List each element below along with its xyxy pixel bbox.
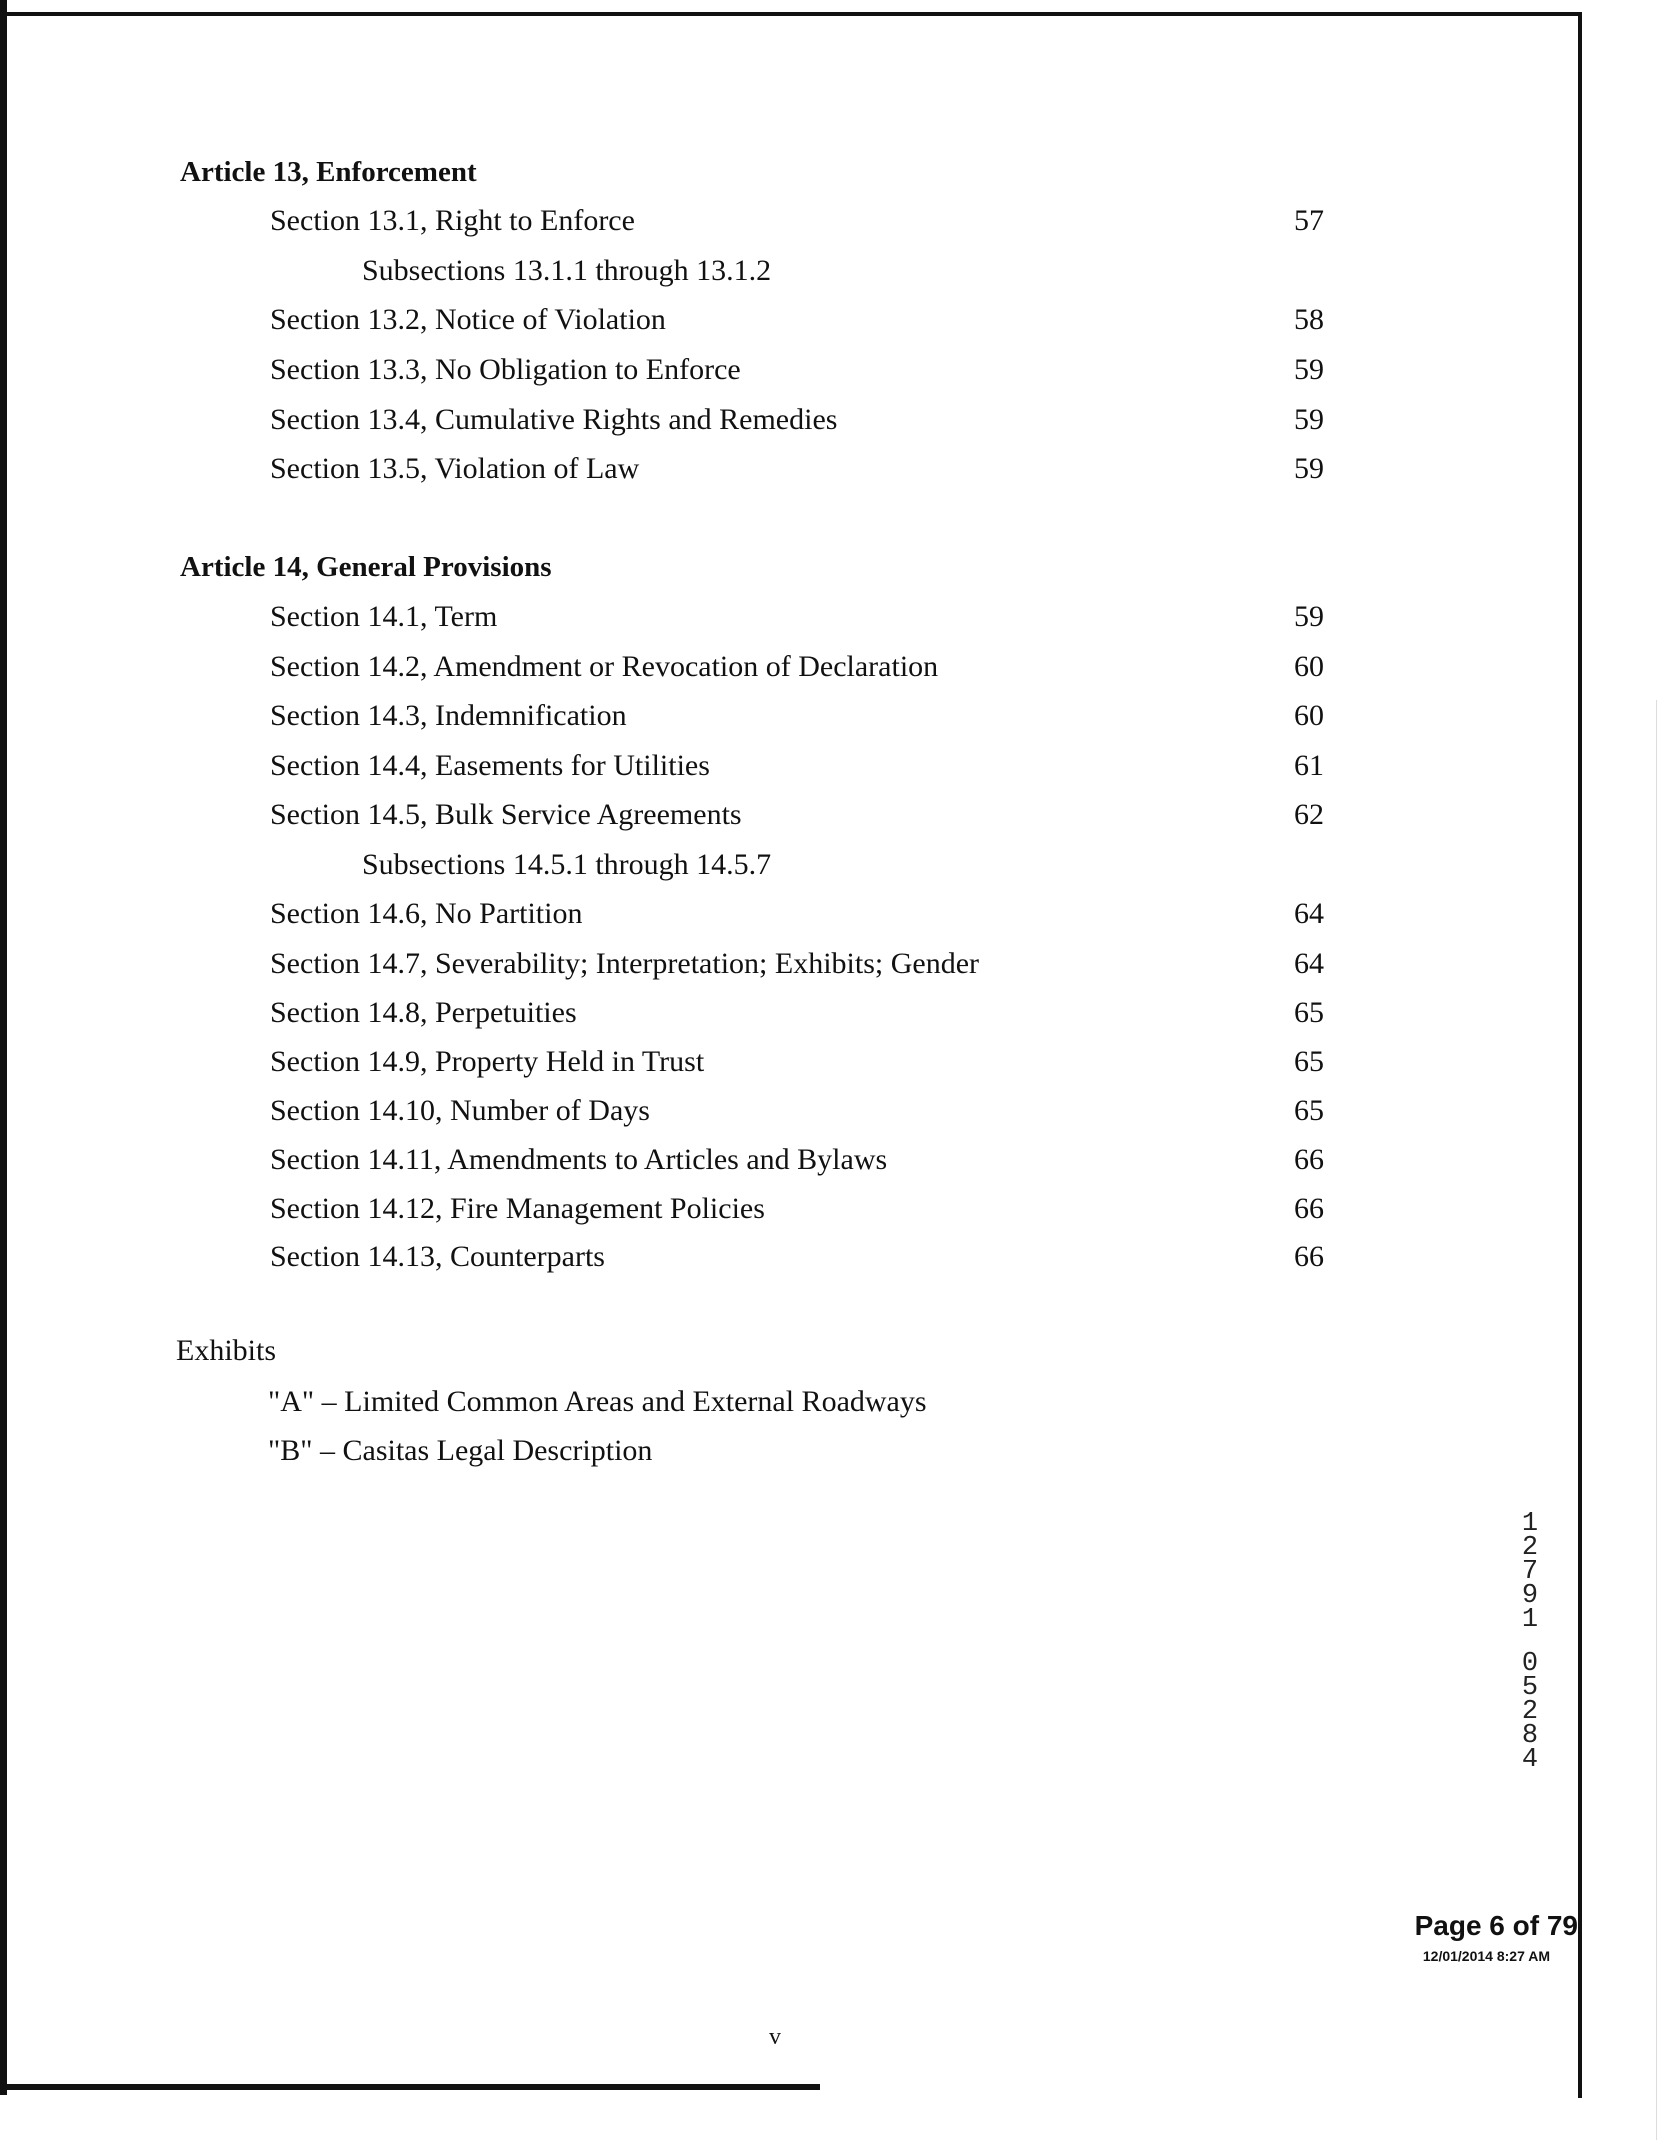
toc-page-number: 64 <box>1294 947 1324 980</box>
toc-entry-label: Section 14.7, Severability; Interpretation; Exhibits; Gender <box>270 947 979 980</box>
stamp-digit: 0 <box>1521 1649 1539 1679</box>
stamp-digit: 8 <box>1521 1721 1539 1751</box>
toc-page-number: 65 <box>1294 1045 1324 1078</box>
toc-entry-label: Section 14.10, Number of Days <box>270 1094 650 1127</box>
stamp-digit: 1 <box>1521 1605 1539 1635</box>
toc-row <box>0 996 1664 1036</box>
toc-entry-label: Subsections 14.5.1 through 14.5.7 <box>362 848 772 881</box>
exhibit-item: "A" – Limited Common Areas and External Roadways <box>268 1385 927 1418</box>
toc-entry-label: Section 14.11, Amendments to Articles and Bylaws <box>270 1143 888 1176</box>
page-edge-bottom <box>0 2084 820 2090</box>
toc-row <box>0 1094 1664 1134</box>
recording-number-stamp <box>1512 1509 1548 1775</box>
toc-row <box>0 848 1664 888</box>
toc-entry-label: Section 14.4, Easements for Utilities <box>270 749 710 782</box>
toc-entry-label: Subsections 13.1.1 through 13.1.2 <box>362 254 772 287</box>
toc-row <box>0 303 1664 343</box>
toc-entry-label: Section 14.1, Term <box>270 600 498 633</box>
stamp-digit: 2 <box>1521 1697 1539 1727</box>
toc-entry-label: Section 14.2, Amendment or Revocation of Declaration <box>270 650 939 683</box>
toc-row <box>0 254 1664 294</box>
stamp-digit: 1 <box>1521 1509 1539 1539</box>
toc-row <box>0 947 1664 987</box>
recording-datetime: 12/01/2014 8:27 AM <box>1422 1948 1550 1964</box>
toc-entry-label: Section 14.12, Fire Management Policies <box>270 1192 765 1225</box>
article-14-heading: Article 14, General Provisions <box>180 551 552 583</box>
stamp-digit: 9 <box>1521 1581 1539 1611</box>
toc-entry-label: Section 13.3, No Obligation to Enforce <box>270 353 741 386</box>
stamp-digit: 5 <box>1521 1673 1539 1703</box>
toc-page-number: 57 <box>1294 204 1324 237</box>
stamp-digit: 4 <box>1521 1745 1539 1775</box>
page-edge-top <box>0 12 1582 16</box>
toc-page-number: 59 <box>1294 403 1324 436</box>
toc-page-number: 65 <box>1294 996 1324 1029</box>
toc-page-number: 59 <box>1294 452 1324 485</box>
toc-entry-label: Section 14.5, Bulk Service Agreements <box>270 798 742 831</box>
toc-page-number: 62 <box>1294 798 1324 831</box>
toc-page-number: 59 <box>1294 353 1324 386</box>
toc-entry-label: Section 14.13, Counterparts <box>270 1240 605 1273</box>
toc-page-number: 64 <box>1294 897 1324 930</box>
toc-row <box>0 1240 1664 1280</box>
toc-page-number: 58 <box>1294 303 1324 336</box>
toc-entry-label: Section 13.1, Right to Enforce <box>270 204 635 237</box>
article-13-heading: Article 13, Enforcement <box>180 156 477 188</box>
exhibits-heading: Exhibits <box>176 1334 277 1367</box>
toc-entry-label: Section 13.2, Notice of Violation <box>270 303 666 336</box>
toc-row <box>0 749 1664 789</box>
toc-page-number: 66 <box>1294 1143 1324 1176</box>
toc-row <box>0 1045 1664 1085</box>
toc-page-number: 60 <box>1294 699 1324 732</box>
toc-entry-label: Section 14.3, Indemnification <box>270 699 627 732</box>
toc-entry-label: Section 13.4, Cumulative Rights and Remedies <box>270 403 838 436</box>
toc-row <box>0 353 1664 393</box>
toc-entry-label: Section 13.5, Violation of Law <box>270 452 640 485</box>
toc-row <box>0 204 1664 244</box>
page-numeral: v <box>769 2024 781 2050</box>
page-counter: Page 6 of 79 <box>1414 1910 1578 1941</box>
toc-page-number: 65 <box>1294 1094 1324 1127</box>
exhibit-item: "B" – Casitas Legal Description <box>268 1434 653 1467</box>
toc-row <box>0 1143 1664 1183</box>
toc-page-number: 66 <box>1294 1240 1324 1273</box>
toc-page-number: 61 <box>1294 749 1324 782</box>
toc-row <box>0 452 1664 492</box>
toc-row <box>0 600 1664 640</box>
toc-row <box>0 798 1664 838</box>
stamp-digit: 7 <box>1521 1557 1539 1587</box>
toc-row <box>0 1192 1664 1232</box>
toc-page-number: 66 <box>1294 1192 1324 1225</box>
toc-row <box>0 650 1664 690</box>
toc-page-number: 59 <box>1294 600 1324 633</box>
toc-entry-label: Section 14.9, Property Held in Trust <box>270 1045 705 1078</box>
toc-entry-label: Section 14.6, No Partition <box>270 897 583 930</box>
toc-row <box>0 403 1664 443</box>
toc-row <box>0 699 1664 739</box>
stamp-digit: 2 <box>1521 1533 1539 1563</box>
toc-row <box>0 897 1664 937</box>
toc-entry-label: Section 14.8, Perpetuities <box>270 996 577 1029</box>
toc-page-number: 60 <box>1294 650 1324 683</box>
